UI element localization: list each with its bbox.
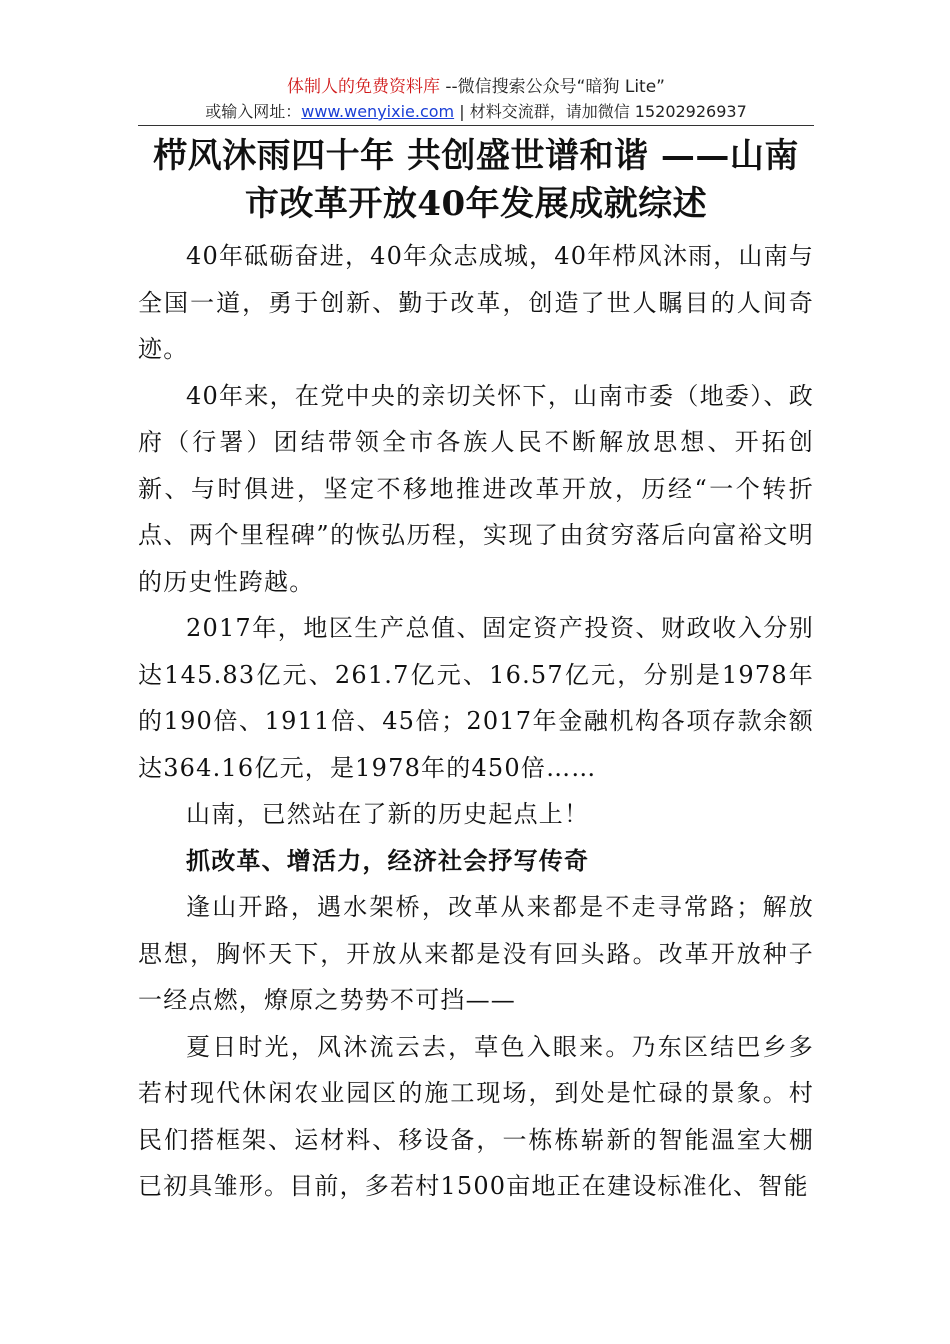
page-header: [138, 74, 814, 124]
section-heading: 抓改革、增活力，经济社会抒写传奇: [186, 846, 590, 875]
header-promo-line: [138, 74, 814, 100]
article-paragraph-1: 40年砥砺奋进，40年众志成城，40年栉风沐雨，山南与全国一道，勇于创新、勤于改革，创造了世人瞩目的人间奇迹。: [138, 242, 815, 363]
section-paragraph-2: 夏日时光，风沐流云去，草色入眼来。乃东区结巴乡多若村现代休闲农业园区的施工现场，到处是忙碌的景象。村民们搭框架、运材料、移设备，一栋栋崭新的智能温室大棚已初具雏形。目前，多若村1500亩地正在建设标准化、智能: [138, 1032, 814, 1200]
article-paragraph-4: 山南，已然站在了新的历史起点上！: [186, 800, 590, 828]
header-contact: | 材料交流群，请加微信 15202926937: [454, 102, 747, 121]
section-paragraph-1: 逢山开路，遇水架桥，改革从来都是不走寻常路；解放思想，胸怀天下，开放从来都是没有回头路。改革开放种子一经点燃，燎原之势势不可挡——: [138, 893, 814, 1014]
header-brand: 体制人的免费资料库: [286, 77, 440, 97]
header-url-prefix: 或输入网址：: [205, 102, 302, 121]
article-body: [138, 233, 814, 1210]
article-paragraph-3: 2017年，地区生产总值、固定资产投资、财政收入分别达145.83亿元、261.7亿元、16.57亿元，分别是1978年的190倍、1911倍、45倍；2017年金融机构各项存款余额达364.16亿元，是1978年的450倍……: [138, 614, 814, 782]
header-contact-line: [138, 100, 814, 124]
article-paragraph-2: 40年来，在党中央的亲切关怀下，山南市委（地委）、政府（行署）团结带领全市各族人民不断解放思想、开拓创新、与时俱进，坚定不移地推进改革开放，历经“一个转折点、两个里程碑”的恢弘历程，实现了由贫穷落后向富裕文明的历史性跨越。: [138, 381, 814, 596]
header-divider: [138, 125, 814, 126]
header-wechat-text: --微信搜索公众号“暗狗 Lite”: [439, 77, 665, 97]
header-url-link[interactable]: www.wenyixie.com: [301, 102, 455, 121]
article-title: 栉风沐雨四十年 共创盛世谱和谐 ——山南市改革开放40年发展成就综述: [153, 136, 799, 224]
